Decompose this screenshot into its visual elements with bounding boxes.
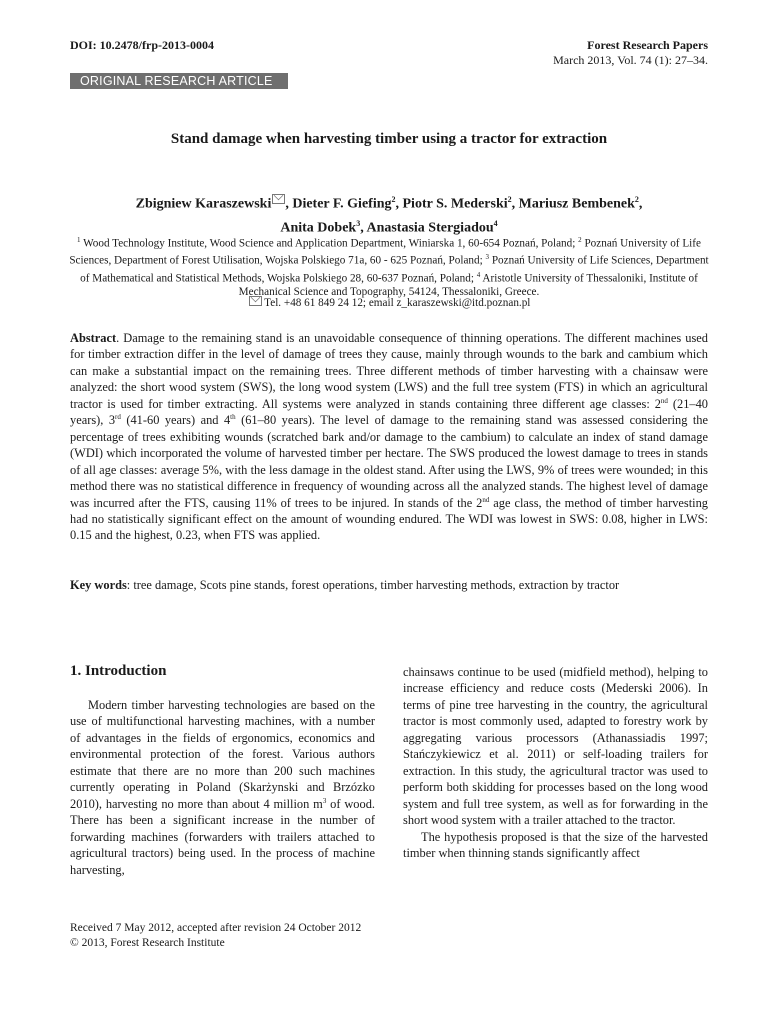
author-affiliation-mark: 2 [634, 195, 639, 204]
abstract-label: Abstract [70, 331, 117, 345]
author-name: Piotr S. Mederski [402, 196, 508, 212]
author-affiliation-mark: 3 [356, 218, 361, 228]
author-affiliation-mark: 2 [391, 195, 396, 204]
author-affiliation-mark: 4 [493, 218, 498, 228]
superscript: rd [115, 413, 121, 422]
journal-name: Forest Research Papers [587, 38, 708, 52]
keywords [70, 577, 708, 593]
abstract-body: . Damage to the remaining stand is an unavoidable consequence of thinning operations. The different machines used for timber extraction differ in the level of damage of trees they cause, mainly through wounds to the bark and cambium which can make a substantial impact on the remaining trees. Three different methods of timber harvesting with a chainsaw were analyzed: the short wood system (SWS), the long wood system (LWS) and the full tree system (FTS) in which an agricultural tractor is used for timber extracting. All systems were analyzed in stands containing three different age classes: 2nd (21–40 years), 3rd (41-60 years) and 4th (61–80 years). The level of damage to the remaining stand was assessed considering the percentage of trees exhibiting wounds (scratched bark and/or damage to the cambium) to calculate an index of stand damage (WDI) which incorporated the volume of harvested timber per hectare. The SWS produced the lowest damage to trees in stands of all age classes: average 5%, with the less damage in the oldest stand. After using the LWS, 9% of trees were wounded; in this method there was no statistical difference in frequency of wounding across all the analyzed stands. The highest level of damage was incurred after the FTS, causing 11% of trees to be injured. In stands of the 2nd age class, the method of timber harvesting had no statistically significant effect on the amount of wounding endured. The WDI was lowest in SWS: 0.08, higher in LWS: 0.15 and the highest, 0.23, when FTS was applied. [70, 331, 709, 543]
superscript: nd [482, 495, 490, 504]
author-list [70, 190, 708, 237]
journal-issue: March 2013, Vol. 74 (1): 27–34. [553, 53, 708, 67]
keywords-text: : tree damage, Scots pine stands, forest operations, timber harvesting methods, extraction by tractor [126, 578, 620, 592]
section-heading: 1. Introduction [70, 663, 167, 679]
affiliation-mark: 1 [77, 236, 81, 244]
copyright: © 2013, Forest Research Institute [70, 937, 225, 949]
superscript: th [230, 413, 236, 422]
envelope-icon [249, 296, 262, 306]
superscript: 3 [322, 796, 327, 805]
author-name: Anita Dobek [280, 220, 357, 236]
article-type-banner: ORIGINAL RESEARCH ARTICLE [70, 73, 288, 89]
footer [70, 921, 361, 951]
author-name: Anastasia Stergiadou [366, 220, 494, 236]
keywords-label: Key words [70, 578, 127, 592]
affiliation-text: Poznań University of Life Sciences, Department of Mathematical and Statistical Methods, Wojska Polskiego 28, 60-637 Poznań, Poland; [80, 255, 709, 285]
superscript: nd [660, 396, 668, 405]
affiliation-mark: 3 [485, 253, 490, 262]
column-left [70, 697, 375, 878]
affiliation-mark: 4 [476, 270, 481, 279]
affiliations [66, 234, 712, 300]
doi: DOI: 10.2478/frp-2013-0004 [70, 38, 214, 52]
received-date: Received 7 May 2012, accepted after revision 24 October 2012 [70, 922, 362, 934]
affiliation-text: Aristotle University of Thessaloniki, Institute of Mechanical Science and Topography, 54124, Thessaloniki, Greece. [238, 272, 698, 298]
author-name: Dieter F. Giefing [292, 196, 392, 212]
author-affiliation-mark: 2 [507, 195, 512, 204]
paragraph: The hypothesis proposed is that the size of the harvested timber when thinning stands significantly affect [403, 829, 708, 860]
envelope-icon [272, 194, 285, 204]
contact-text: Tel. +48 61 849 24 12; email z_karaszewski@itd.poznan.pl [264, 297, 531, 309]
contact-info [70, 296, 708, 309]
affiliation-text: Poznań University of Life Sciences, Department of Forest Utilisation, Wojska Polskiego 71a, 60 - 625 Poznań, Poland; [69, 237, 701, 268]
paragraph: Modern timber harvesting technologies are based on the use of multifunctional harvesting machines, with a number of advantages in the fields of ergonomics, economics and environmental protection of the forest. Various authors estimate that there are no more than 200 such machines currently operating in Poland (Skarżynski and Brzózko 2010), harvesting no more than about 4 million $m^3$ of wood. There has been a significant increase in the number of forwarding machines (forwarders with trailers attached to agricultural tractors) being used. In the process of machine harvesting, [70, 698, 375, 877]
author-name: Mariusz Bembenek [518, 196, 635, 212]
author-line-2: Anita Dobek$^3$, Anastasia Stergiadou$^4$ [280, 218, 498, 236]
author-name: Zbigniew Karaszewski [135, 196, 272, 212]
paper-title: Stand damage when harvesting timber using a tractor for extraction [170, 131, 608, 147]
affiliation-mark: 2 [578, 236, 582, 244]
column-right [403, 664, 708, 861]
affiliation-text: Wood Technology Institute, Wood Science and Application Department, Winiarska 1, 60-654 Poznań, Poland; [80, 237, 579, 250]
author-line-1: Zbigniew Karaszewski , Dieter F. Giefing$^2$, Piotr S. Mederski$^2$, Mariusz Bembenek$^2$, [135, 195, 643, 212]
paragraph: chainsaws continue to be used (midfield method), helping to increase efficiency and reduce costs (Mederski 2006). In terms of pine tree harvesting in the country, the agricultural tractor is most commonly used, adapted to forestry work by aggregating various processors (Athanassiadis 1997; Stańczykiewicz et al. 2011) or self-loading trailers for extraction. In this study, the agricultural tractor was used to perform both skidding for processes based on the long wood system and full tree system, as well as for forwarding in the short wood system with a trailer attached to the tractor. [403, 665, 708, 828]
abstract [70, 330, 708, 544]
